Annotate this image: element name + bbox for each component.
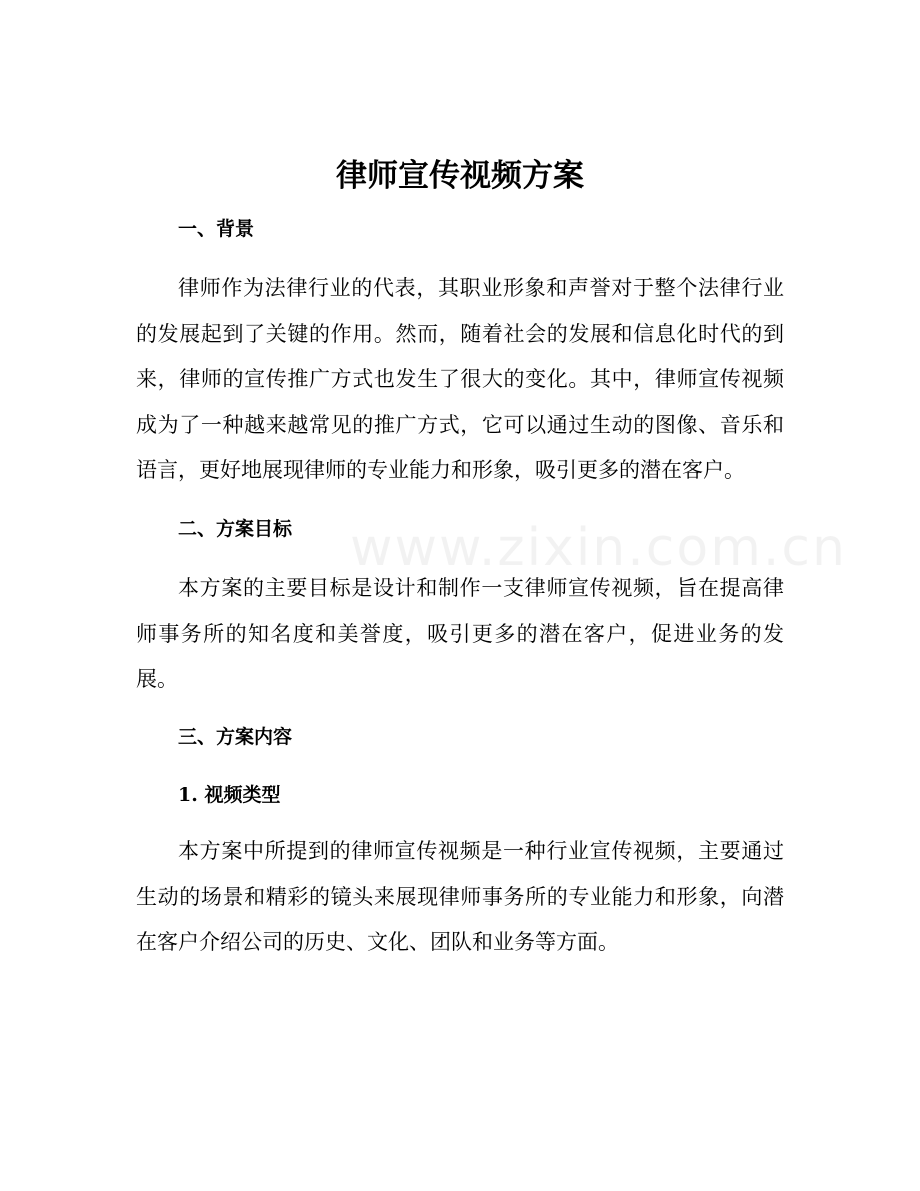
paragraph-video-type: 本方案中所提到的律师宣传视频是一种行业宣传视频，主要通过生动的场景和精彩的镜头来展现律师事务所的专业能力和形象，向潜在客户介绍公司的历史、文化、团队和业务等方面。	[136, 839, 784, 954]
document-title: 律师宣传视频方案	[336, 158, 584, 194]
sub-heading-video-type: 1. 视频类型	[178, 784, 281, 806]
section-heading-goal: 二、方案目标	[178, 518, 293, 540]
paragraph-background: 律师作为法律行业的代表，其职业形象和声誉对于整个法律行业的发展起到了关键的作用。然而，随着社会的发展和信息化时代的到来，律师的宣传推广方式也发生了很大的变化。其中，律师宣传视频成为了一种越来越常见的推广方式，它可以通过生动的图像、音乐和语言，更好地展现律师的专业能力和形象，吸引更多的潜在客户。	[136, 276, 784, 482]
paragraph-goal: 本方案的主要目标是设计和制作一支律师宣传视频，旨在提高律师事务所的知名度和美誉度，吸引更多的潜在客户，促进业务的发展。	[136, 576, 784, 691]
section-heading-background: 一、背景	[178, 218, 255, 240]
section-heading-content: 三、方案内容	[178, 726, 293, 748]
watermark: www.zixin.com.cn	[350, 518, 847, 578]
